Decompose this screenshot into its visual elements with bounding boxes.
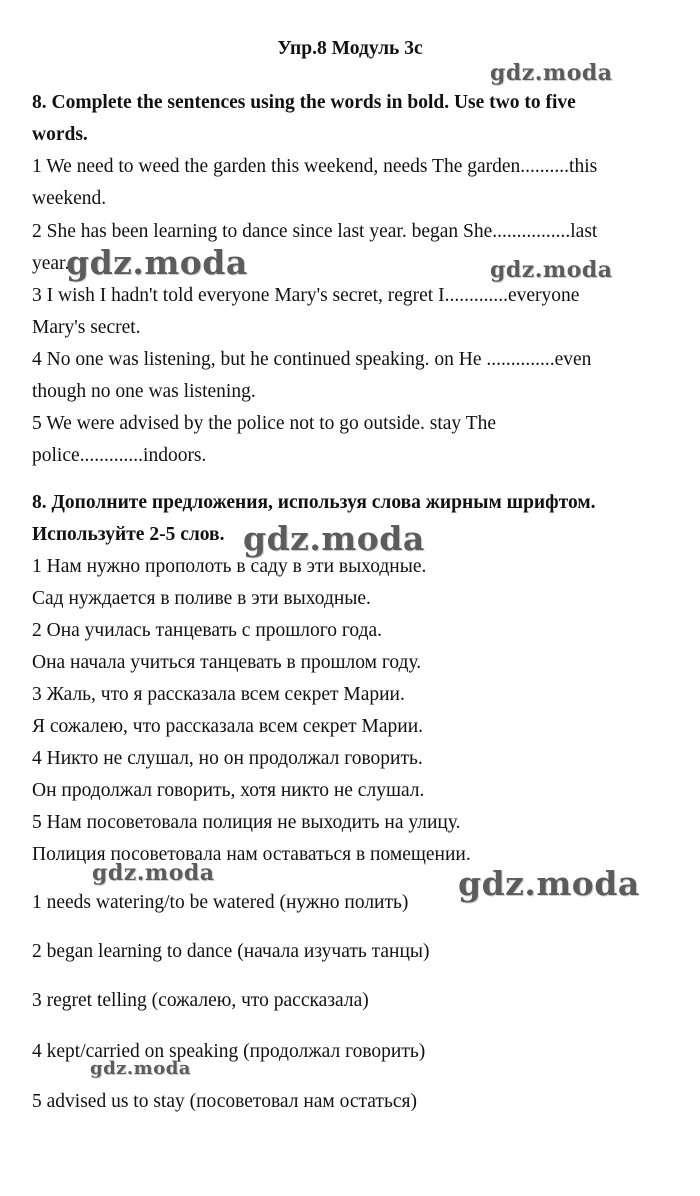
- english-line: 1 We need to weed the garden this weekend, needs The garden..........this: [32, 156, 598, 177]
- russian-line: Она начала учиться танцевать в прошлом году.: [32, 652, 422, 673]
- watermark: gdz.moda: [90, 1058, 191, 1079]
- russian-line: Я сожалею, что рассказала всем секрет Марии.: [32, 716, 424, 737]
- english-line: police.............indoors.: [32, 445, 207, 466]
- answer-line: 5 advised us to stay (посоветовал нам остаться): [32, 1091, 417, 1112]
- english-heading-line-2: words.: [32, 124, 88, 145]
- watermark: gdz.moda: [66, 243, 248, 282]
- russian-line: 2 Она училась танцевать с прошлого года.: [32, 620, 383, 641]
- page-title: Упр.8 Модуль 3с: [277, 38, 423, 59]
- watermark: gdz.moda: [490, 60, 613, 86]
- watermark: gdz.moda: [243, 519, 425, 558]
- russian-line: 3 Жаль, что я рассказала всем секрет Марии.: [32, 684, 405, 705]
- russian-line: 1 Нам нужно прополоть в саду в эти выходные.: [32, 556, 427, 577]
- answer-line: 2 began learning to dance (начала изучать танцы): [32, 941, 430, 962]
- answer-line: 1 needs watering/to be watered (нужно полить): [32, 892, 409, 913]
- russian-heading-line-2: Используйте 2-5 слов.: [32, 524, 225, 545]
- watermark: gdz.moda: [92, 860, 215, 886]
- english-line: though no one was listening.: [32, 381, 256, 402]
- english-line: year.: [32, 253, 70, 274]
- russian-line: Сад нуждается в поливе в эти выходные.: [32, 588, 371, 609]
- russian-line: 4 Никто не слушал, но он продолжал говорить.: [32, 748, 423, 769]
- watermark: gdz.moda: [458, 864, 640, 903]
- english-line: 4 No one was listening, but he continued speaking. on He ..............even: [32, 349, 592, 370]
- answer-line: 3 regret telling (сожалею, что рассказала): [32, 990, 369, 1011]
- english-line: 2 She has been learning to dance since last year. began She................last: [32, 221, 598, 242]
- english-line: 5 We were advised by the police not to go outside. stay The: [32, 413, 496, 434]
- russian-line: Он продолжал говорить, хотя никто не слушал.: [32, 780, 425, 801]
- answer-line: 4 kept/carried on speaking (продолжал говорить): [32, 1041, 426, 1062]
- english-line: 3 I wish I hadn't told everyone Mary's secret, regret I.............everyone: [32, 285, 580, 306]
- english-line: weekend.: [32, 188, 107, 209]
- russian-line: 5 Нам посоветовала полиция не выходить на улицу.: [32, 812, 461, 833]
- watermark: gdz.moda: [490, 257, 613, 283]
- english-heading-line-1: 8. Complete the sentences using the words in bold. Use two to five: [32, 92, 576, 113]
- english-line: Mary's secret.: [32, 317, 141, 338]
- russian-heading-line-1: 8. Дополните предложения, используя слова жирным шрифтом.: [32, 492, 596, 513]
- russian-line: Полиция посоветовала нам оставаться в помещении.: [32, 844, 471, 865]
